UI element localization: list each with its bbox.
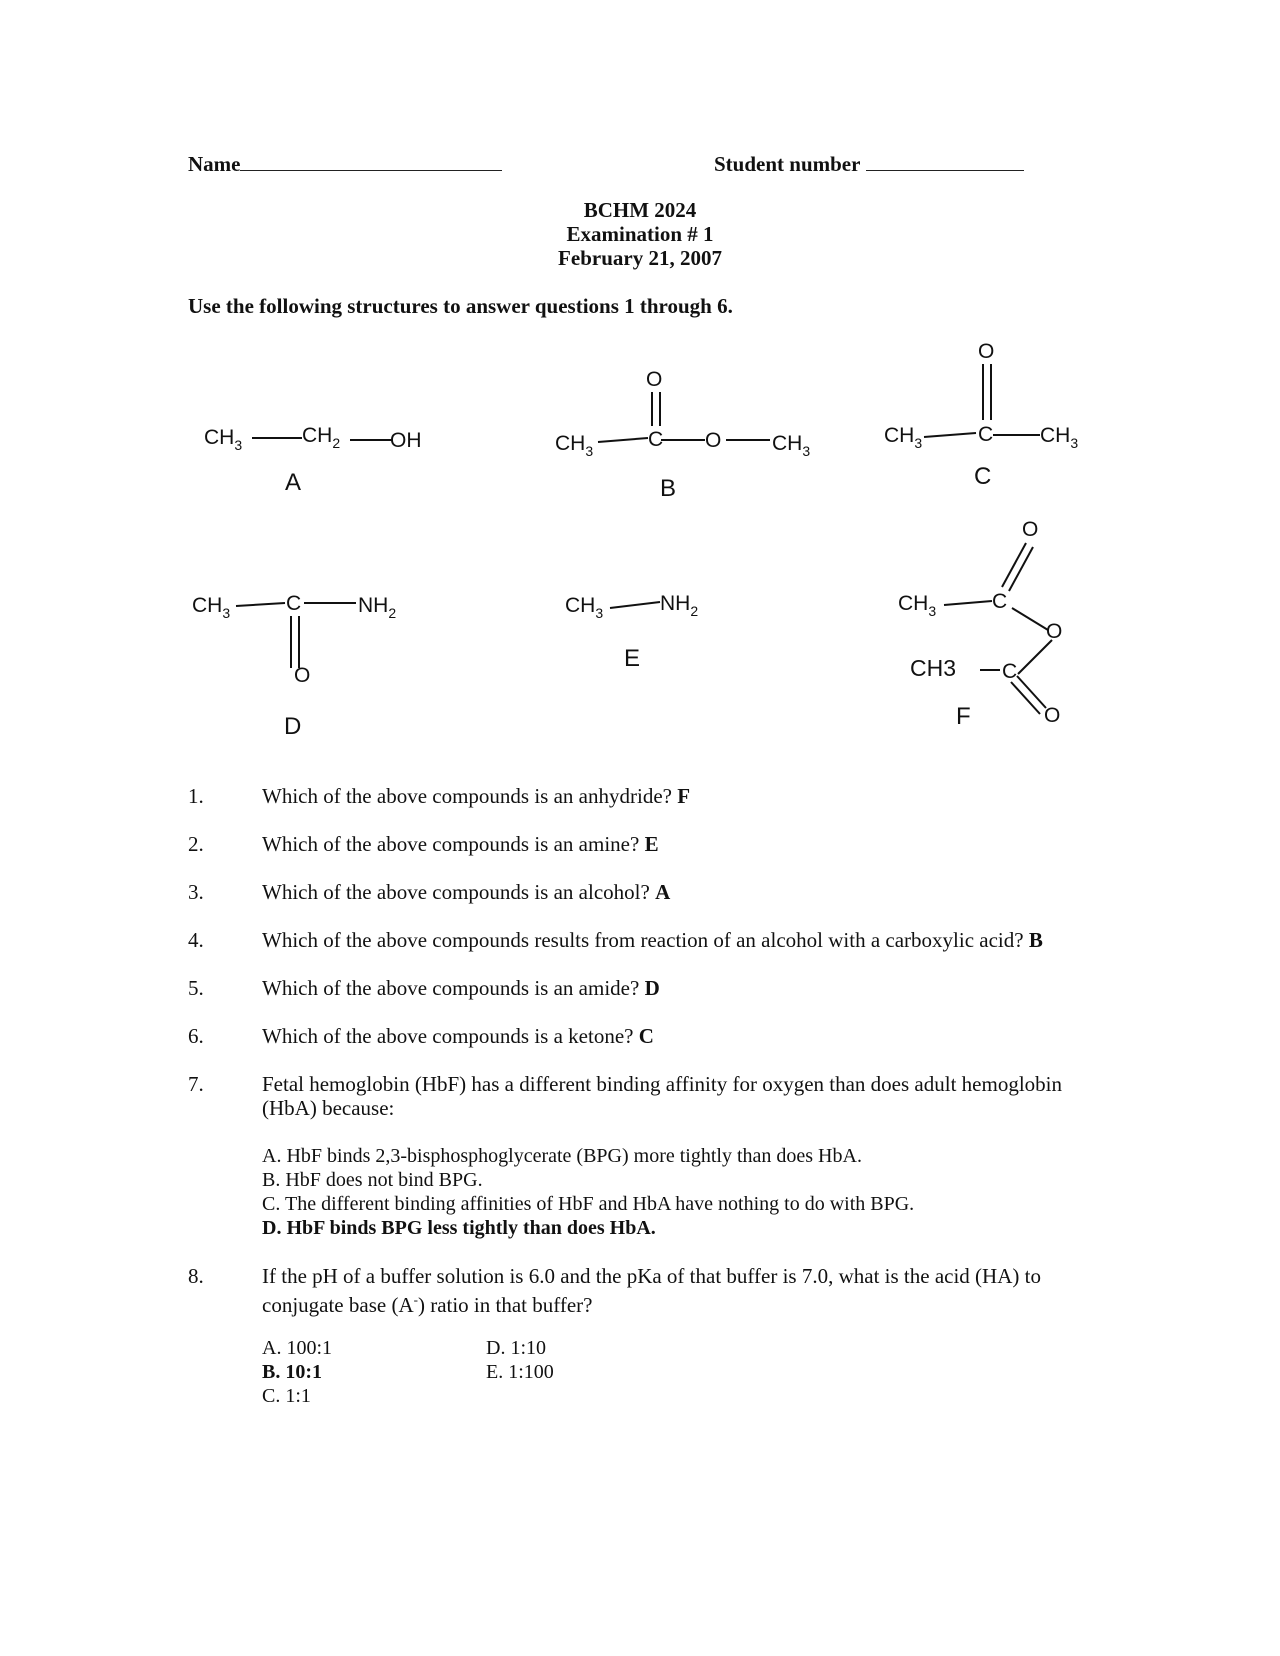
question-answer: C [638, 1024, 654, 1048]
struct-c-atom-c: C [978, 423, 994, 446]
question-answer: F [677, 784, 691, 808]
question-number: 1. [188, 784, 204, 808]
q8-choice-b[interactable]: B. 10:1 [262, 1361, 322, 1383]
question-answer: E [644, 832, 659, 856]
q7-choice-b[interactable]: B. HbF does not bind BPG. [262, 1169, 483, 1191]
question-number: 6. [188, 1024, 204, 1048]
question-answer: B [1028, 928, 1043, 952]
question-text: Which of the above compounds is an amine? E [262, 832, 659, 856]
q8-choices-col1 [262, 1336, 332, 1408]
question-number: 5. [188, 976, 204, 1000]
struct-f-atom-c-bottom: C [1002, 660, 1018, 683]
student-number-field[interactable] [714, 150, 1024, 177]
structures-figure [0, 320, 1280, 780]
exam-title: Examination # 1 [566, 222, 714, 246]
struct-f-atom-o-bottom: O [1044, 704, 1061, 727]
struct-b-atom-ch3-right: $CH_3$ [772, 432, 811, 459]
struct-f-atom-ch3-bottom: CH3 [910, 655, 957, 681]
question-answer: D [644, 976, 660, 1000]
struct-f-atom-c-top: C [992, 590, 1008, 613]
question-text: Fetal hemoglobin (HbF) has a different binding affinity for oxygen than does adult hemoglobin (HbA) because: [262, 1072, 1062, 1120]
struct-f-atom-o-top: O [1022, 518, 1039, 541]
exam-heading [440, 198, 840, 270]
struct-c-atom-ch3-right: $CH_3$ [1040, 424, 1079, 451]
struct-f-label: F [956, 703, 971, 730]
struct-b-atom-c: C [648, 428, 664, 451]
q7-choices [262, 1144, 914, 1240]
question-text: Which of the above compounds is a ketone? C [262, 1024, 654, 1048]
q7-choice-a[interactable]: A. HbF binds 2,3-bisphosphoglycerate (BPG) more tightly than does HbA. [262, 1145, 862, 1167]
question-number: 2. [188, 832, 204, 856]
struct-c-atom-o: O [978, 340, 995, 363]
question-number: 7. [188, 1072, 204, 1096]
struct-d-atom-o: O [294, 664, 311, 687]
struct-a-label: A [285, 469, 302, 496]
struct-c-label: C [974, 463, 992, 490]
name-field[interactable] [188, 150, 502, 177]
question-answer: A [655, 880, 671, 904]
q8-choice-c[interactable]: C. 1:1 [262, 1385, 311, 1407]
q8-choice-e[interactable]: E. 1:100 [486, 1361, 554, 1383]
struct-a-atom-ch2: $CH_2$ [302, 424, 341, 451]
course-title: BCHM 2024 [583, 198, 697, 222]
student-number-blank-line[interactable] [866, 150, 1024, 171]
q8-choices-col2 [486, 1336, 554, 1384]
struct-d-atom-nh2: $NH_2$ [358, 594, 397, 621]
question-text: Which of the above compounds is an alcohol? A [262, 880, 671, 904]
question-number: 8. [188, 1264, 204, 1288]
exam-date: February 21, 2007 [558, 246, 722, 270]
question-text: If the pH of a buffer solution is 6.0 and the pKa of that buffer is 7.0, what is the acid (HA) to conjugate base (A-) ratio in that buffer? [262, 1264, 1041, 1317]
struct-e-label: E [624, 645, 641, 672]
struct-a-atom-ch3: $CH_3$ [204, 426, 243, 453]
struct-d-atom-c: C [286, 592, 302, 615]
struct-f-atom-o-bridge: O [1046, 620, 1063, 643]
student-number-label: Student number [714, 152, 861, 176]
q8-choice-a[interactable]: A. 100:1 [262, 1337, 332, 1359]
question-number: 4. [188, 928, 204, 952]
struct-e-atom-nh2: $NH_2$ [660, 592, 699, 619]
struct-d-atom-ch3: $CH_3$ [192, 594, 231, 621]
struct-b-label: B [660, 475, 677, 502]
instructions: Use the following structures to answer questions 1 through 6. [188, 294, 733, 318]
question-text: Which of the above compounds is an amide? D [262, 976, 660, 1000]
name-label: Name [188, 152, 241, 176]
struct-c-atom-ch3-left: $CH_3$ [884, 424, 923, 451]
question-text: Which of the above compounds results from reaction of an alcohol with a carboxylic acid? B [262, 928, 1043, 952]
struct-b-atom-o-carbonyl: O [646, 368, 663, 391]
struct-b-atom-o-ester: O [705, 429, 722, 452]
struct-f-atom-ch3-top: $CH_3$ [898, 592, 937, 619]
struct-e-atom-ch3: $CH_3$ [565, 594, 604, 621]
q8-choice-d[interactable]: D. 1:10 [486, 1337, 546, 1359]
name-blank-line[interactable] [240, 150, 502, 171]
q7-choice-c[interactable]: C. The different binding affinities of HbF and HbA have nothing to do with BPG. [262, 1193, 915, 1215]
struct-a-atom-oh: OH [390, 429, 422, 452]
q7-choice-d[interactable]: D. HbF binds BPG less tightly than does HbA. [262, 1217, 656, 1239]
question-number: 3. [188, 880, 204, 904]
struct-b-atom-ch3-left: $CH_3$ [555, 432, 594, 459]
question-text: Which of the above compounds is an anhydride? F [262, 784, 691, 808]
struct-d-label: D [284, 713, 302, 740]
